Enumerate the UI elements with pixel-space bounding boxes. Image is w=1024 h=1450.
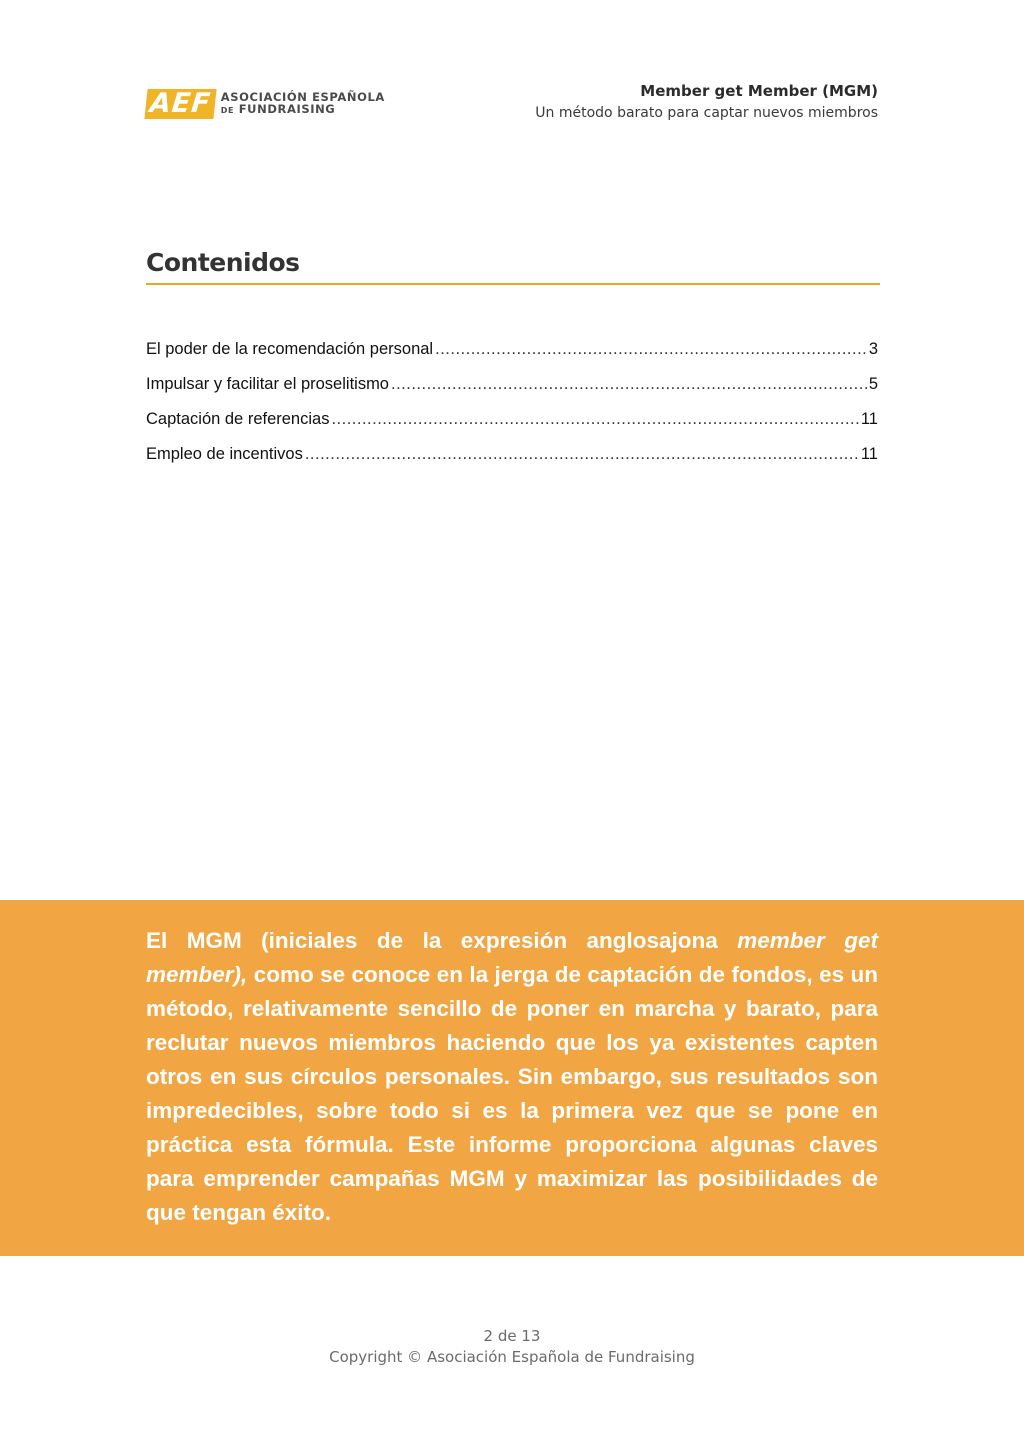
toc-leader-dots <box>305 445 859 464</box>
toc-entry-title: Captación de referencias <box>146 410 330 428</box>
summary-text <box>146 924 878 1230</box>
toc-entry-page: 11 <box>860 410 878 428</box>
toc-leader-dots <box>435 340 867 359</box>
aef-logo <box>146 88 385 120</box>
summary-part-1: El MGM (iniciales de la expresión anglosajona <box>146 928 738 953</box>
toc-entry-page: 11 <box>860 445 878 463</box>
logo-text <box>221 91 385 117</box>
copyright: Copyright © Asociación Española de Fundraising <box>329 1348 695 1366</box>
logo-line-2-small: DE <box>220 106 235 115</box>
document-header <box>535 80 878 124</box>
toc-entry[interactable] <box>146 410 878 445</box>
toc-entry-page: 3 <box>868 340 878 358</box>
summary-part-2: como se conoce en la jerga de captación de fondos, es un método, relativamente sencillo de poner en marcha y barato, para reclutar nuevos miembros haciendo que los ya existentes capten otros en sus círculos personales. Sin embargo, sus resultados son impredecibles, sobre todo si es la primera vez que se pone en práctica esta fórmula. Este informe proporciona algunas claves para emprender campañas MGM y maximizar las posibilidades de que tengan éxito. <box>146 962 878 1225</box>
toc-entry[interactable] <box>146 340 878 375</box>
logo-mark: AEF <box>144 89 216 119</box>
logo-line-2-main: FUNDRAISING <box>238 102 336 116</box>
toc-entry-title: El poder de la recomendación personal <box>146 340 434 358</box>
document-title: Member get Member (MGM) <box>640 82 878 100</box>
toc-entry-title: Impulsar y facilitar el proselitismo <box>146 375 389 393</box>
toc-heading: Contenidos <box>146 248 880 285</box>
page-footer <box>0 1326 1024 1368</box>
toc-entry-title: Empleo de incentivos <box>146 445 303 463</box>
toc-leader-dots <box>331 410 858 429</box>
page-number: 2 de 13 <box>483 1327 541 1345</box>
summary-italic: member get member), <box>146 928 879 987</box>
toc-leader-dots <box>391 375 867 394</box>
logo-line-1: ASOCIACIÓN ESPAÑOLA <box>220 90 385 104</box>
toc-entry[interactable] <box>146 445 878 480</box>
document-subtitle: Un método barato para captar nuevos miembros <box>535 105 878 121</box>
logo-line-2 <box>221 103 385 117</box>
toc-entry-page: 5 <box>868 375 878 393</box>
table-of-contents <box>146 340 878 480</box>
toc-entry[interactable] <box>146 375 878 410</box>
